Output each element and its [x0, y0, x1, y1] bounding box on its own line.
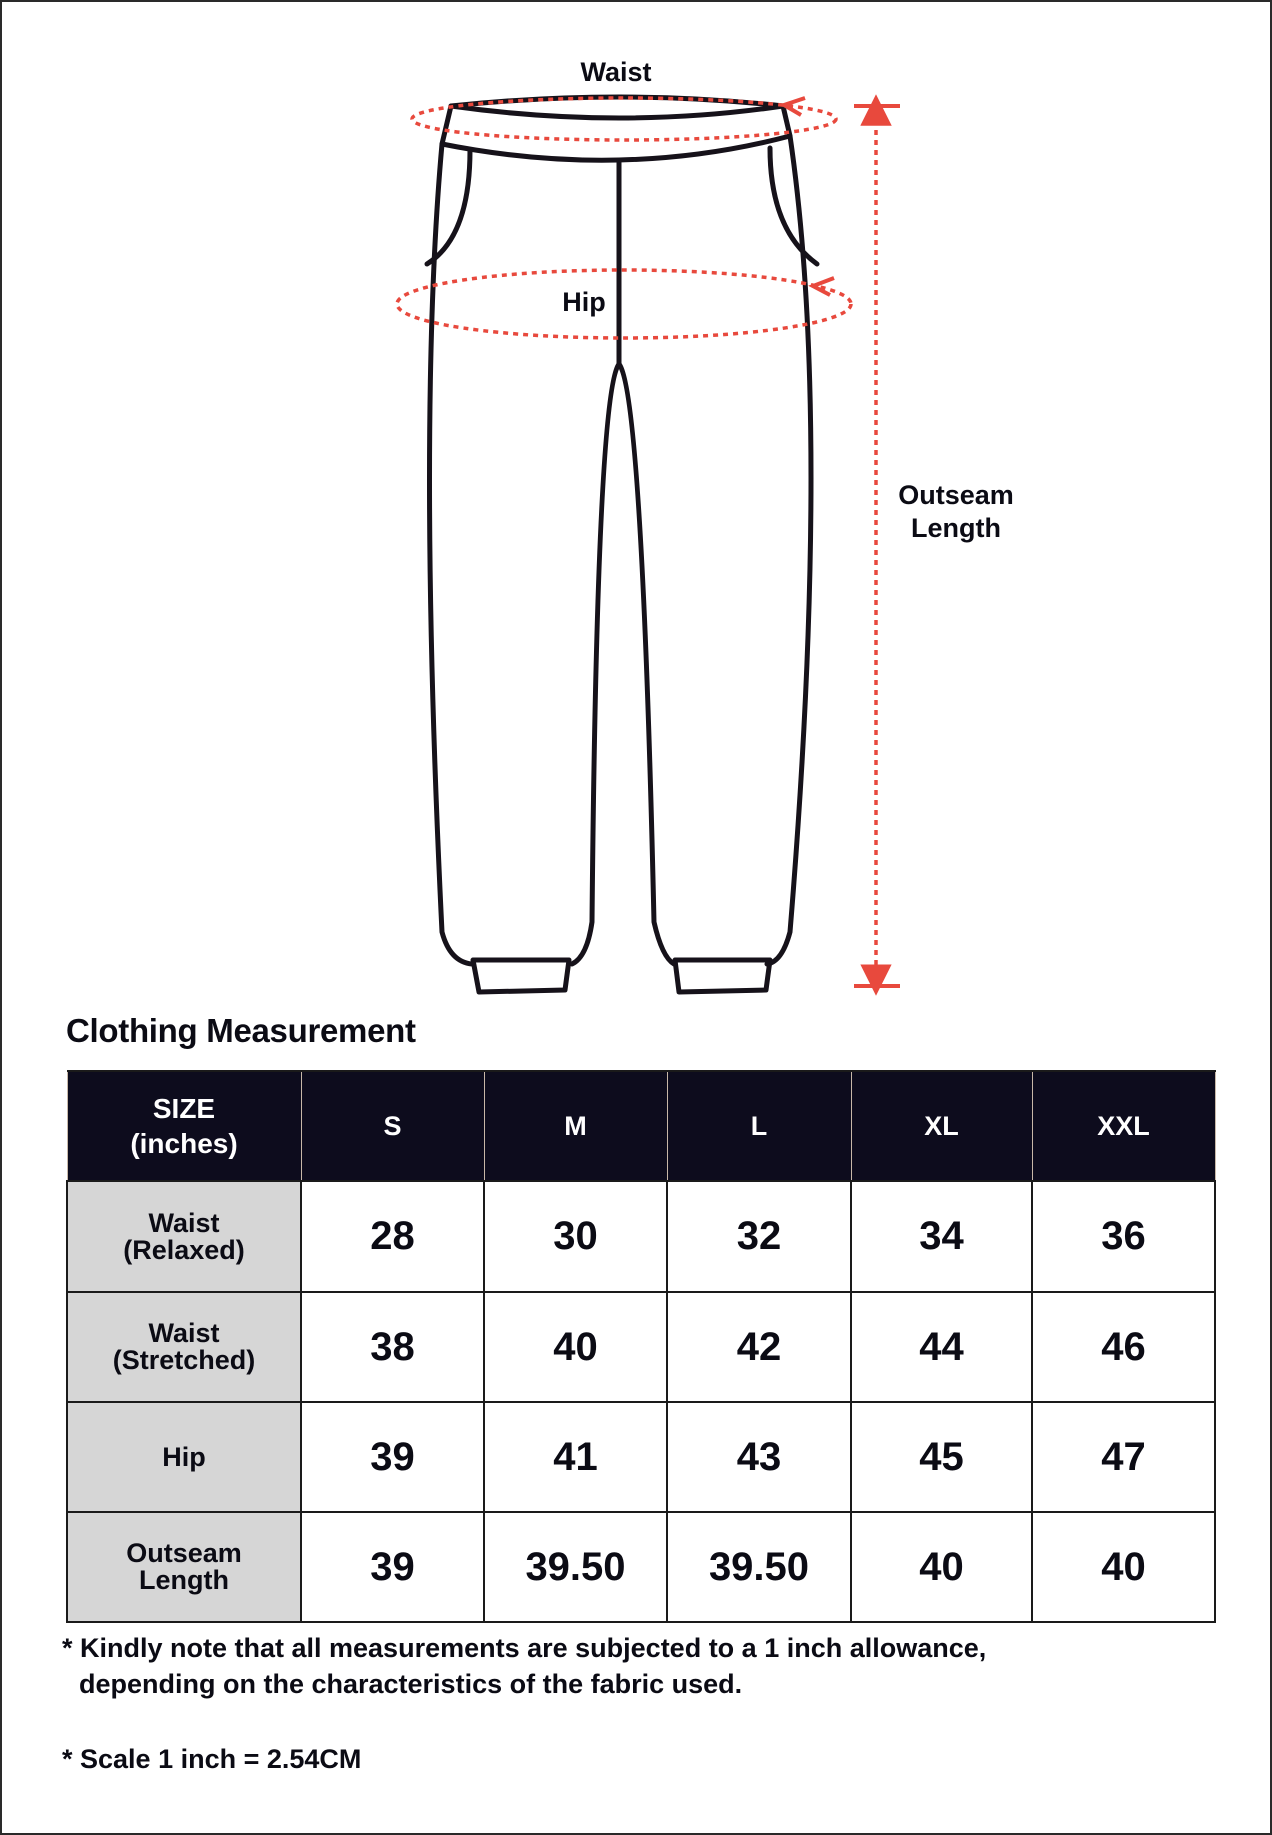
table-row-waist-stretched	[67, 1292, 1215, 1402]
table-cell: 32	[667, 1181, 851, 1292]
waistband-shape	[442, 97, 790, 160]
table-cell: 28	[301, 1181, 484, 1292]
size-s-header: S	[301, 1071, 484, 1181]
table-cell: 40	[851, 1512, 1032, 1622]
table-cell: 30	[484, 1181, 667, 1292]
measurement-table	[66, 1070, 1216, 1623]
table-cell: 38	[301, 1292, 484, 1402]
waist-label: Waist	[580, 57, 652, 87]
row-label-hip	[67, 1402, 301, 1512]
table-cell: 39	[301, 1402, 484, 1512]
table-cell: 39	[301, 1512, 484, 1622]
hip-label: Hip	[562, 287, 606, 317]
size-l-header: L	[667, 1071, 851, 1181]
size-header-line2: (inches)	[130, 1128, 238, 1159]
row-label-line1: Waist	[148, 1318, 220, 1348]
table-cell: 36	[1032, 1181, 1215, 1292]
table-row-waist-relaxed	[67, 1181, 1215, 1292]
pants-diagram	[2, 2, 1270, 1012]
table-cell: 40	[1032, 1512, 1215, 1622]
table-cell: 41	[484, 1402, 667, 1512]
pants-outline	[427, 97, 817, 992]
row-label-line2: (Relaxed)	[123, 1234, 245, 1265]
row-label-waist-stretched	[67, 1292, 301, 1402]
size-header-cell	[67, 1071, 301, 1181]
table-cell: 43	[667, 1402, 851, 1512]
size-xxl-header: XXL	[1032, 1071, 1215, 1181]
row-label-line1: Outseam	[126, 1538, 242, 1568]
row-label-outseam-length	[67, 1512, 301, 1622]
table-cell: 47	[1032, 1402, 1215, 1512]
table-cell: 40	[484, 1292, 667, 1402]
table-cell: 46	[1032, 1292, 1215, 1402]
measurement-guides	[397, 98, 876, 980]
table-row-outseam-length	[67, 1512, 1215, 1622]
row-label-line2: (Stretched)	[112, 1345, 256, 1375]
outseam-label-line2: Length	[911, 513, 1001, 543]
hip-measure-loop	[397, 270, 851, 338]
row-label-line1: Hip	[162, 1441, 206, 1472]
allowance-note	[62, 1630, 986, 1702]
table-cell: 45	[851, 1402, 1032, 1512]
allowance-note-line1: * Kindly note that all measurements are subjected to a 1 inch allowance,	[62, 1633, 987, 1663]
left-cuff	[473, 960, 569, 992]
left-leg-outer	[430, 144, 473, 964]
table-cell: 39.50	[484, 1512, 667, 1622]
waistband-edge	[451, 106, 783, 118]
table-row-hip	[67, 1402, 1215, 1512]
table-cell: 44	[851, 1292, 1032, 1402]
size-m-header: M	[484, 1071, 667, 1181]
table-cell: 39.50	[667, 1512, 851, 1622]
table-cell: 34	[851, 1181, 1032, 1292]
scale-note: * Scale 1 inch = 2.54CM	[62, 1744, 362, 1774]
allowance-note-line2: depending on the characteristics of the fabric used.	[79, 1669, 743, 1699]
right-leg-outer	[767, 136, 811, 964]
row-label-line2: Length	[139, 1565, 229, 1595]
right-cuff	[675, 960, 770, 992]
right-inseam	[619, 364, 674, 964]
size-header-line1: SIZE	[152, 1093, 216, 1124]
row-label-line1: Waist	[148, 1207, 220, 1238]
row-label-waist-relaxed	[67, 1181, 301, 1292]
left-inseam	[572, 364, 619, 964]
outseam-label-line1: Outseam	[898, 480, 1014, 510]
table-title: Clothing Measurement	[66, 1012, 416, 1049]
table-header-row	[67, 1071, 1215, 1181]
table-cell: 42	[667, 1292, 851, 1402]
size-xl-header: XL	[851, 1071, 1032, 1181]
